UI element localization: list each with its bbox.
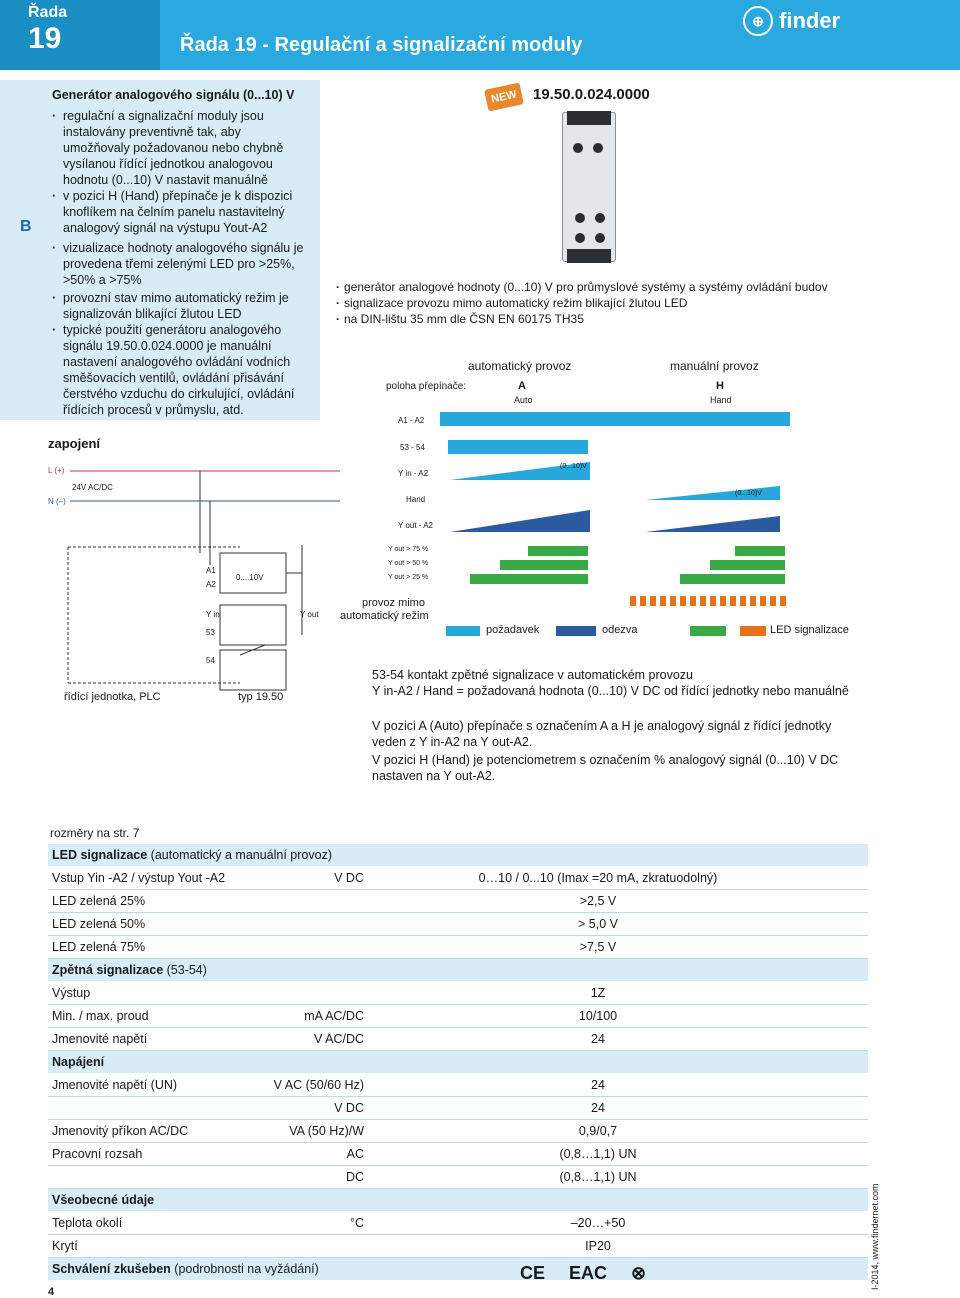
spec-unit: V DC bbox=[334, 1101, 364, 1115]
eac-mark-icon: EAC bbox=[569, 1262, 608, 1283]
switch-position-label: poloha přepínače: bbox=[386, 381, 467, 392]
row-label: Y out > 75 % bbox=[388, 546, 429, 553]
spec-label: Krytí bbox=[52, 1239, 78, 1253]
spec-value: >7,5 V bbox=[579, 940, 617, 954]
din-rail-clip bbox=[567, 249, 611, 263]
feature-item: · na DIN-lištu 35 mm dle ČSN EN 60175 TH35 bbox=[336, 311, 584, 327]
row-label: A1 - A2 bbox=[398, 416, 425, 425]
legend-led: LED signalizace bbox=[770, 624, 849, 636]
spec-value: 0,9/0,7 bbox=[578, 1124, 618, 1138]
intro-bullet: · typické použití generátoru analogového signálu 19.50.0.024.0000 je manuální nastavení analogového ovládání vodních směšovacích ventilů, ovládání přisávání čerstvého vzduchu do cirkulující, ovládání řídících procesů v průmyslu, atd. bbox=[52, 322, 310, 418]
led-indicator bbox=[573, 143, 583, 153]
note: 53-54 kontakt zpětné signalizace v automatickém provozu bbox=[372, 668, 694, 682]
led-indicator bbox=[593, 143, 603, 153]
feature-item: · generátor analogové hodnoty (0...10) V pro průmyslové systémy a systémy ovládání budov bbox=[336, 279, 828, 295]
supply-label: 24V AC/DC bbox=[72, 483, 113, 492]
spec-row bbox=[48, 982, 868, 1004]
off-auto-label-1: provoz mimo bbox=[362, 597, 425, 609]
terminal-53: 53 bbox=[206, 628, 215, 637]
spec-unit: AC bbox=[346, 1147, 364, 1161]
spec-unit: DC bbox=[345, 1170, 364, 1184]
spec-label: Teplota okolí bbox=[52, 1216, 123, 1230]
switch-pos-a: A bbox=[518, 380, 526, 392]
note: Y in-A2 / Hand = požadovaná hodnota (0...10) V DC od řídící jednotky nebo manuálně bbox=[372, 684, 849, 698]
intro-bullet: · provozní stav mimo automatický režim je signalizován blikající žlutou LED bbox=[52, 290, 310, 322]
spec-label: Všeobecné údaje bbox=[52, 1193, 155, 1207]
wiring-title: zapojení bbox=[48, 436, 101, 451]
spec-value: > 5,0 V bbox=[578, 917, 618, 931]
spec-value: –20…+50 bbox=[570, 1216, 626, 1230]
ce-mark-icon: CE bbox=[520, 1262, 546, 1283]
row-label: Y out > 25 % bbox=[388, 574, 429, 581]
terminal-a1: A1 bbox=[206, 566, 216, 575]
product-image bbox=[562, 112, 616, 262]
series-label: Řada bbox=[28, 4, 68, 21]
screw-terminal-icon bbox=[575, 233, 585, 243]
screw-terminal-icon bbox=[595, 233, 605, 243]
intro-bullet: · regulační a signalizační moduly jsou instalovány preventivně tak, aby umožňovaly požadovanou nebo chybně vysílanou řídící jednotkou analogovou hodnotu (0...10) V nastavit manuálně bbox=[52, 108, 310, 188]
intro-bullet: · v pozici H (Hand) přepínače je k dispozici knoflíkem na čelním panelu nastavitelný analogový signál na výstupu Yout-A2 bbox=[52, 188, 310, 236]
screw-terminal-icon bbox=[595, 213, 605, 223]
wiring-diagram bbox=[40, 455, 340, 710]
spec-unit: °C bbox=[349, 1216, 364, 1230]
spec-row bbox=[48, 913, 868, 935]
section-band bbox=[0, 80, 38, 420]
spec-label: LED zelená 50% bbox=[52, 917, 146, 931]
row-label: 53 - 54 bbox=[400, 443, 425, 452]
spec-label: Pracovní rozsah bbox=[52, 1147, 143, 1161]
page-title: Řada 19 - Regulační a signalizační moduly bbox=[180, 34, 583, 56]
spec-label: Jmenovité napětí bbox=[52, 1032, 148, 1046]
legend-response-swatch bbox=[556, 626, 596, 636]
spec-row bbox=[48, 1143, 868, 1165]
off-auto-label-2: automatický režim bbox=[340, 610, 429, 622]
intro-bullet: · vizualizace hodnoty analogového signálu je provedena třemi zelenými LED pro >25%, >50% a >75% bbox=[52, 240, 310, 288]
spec-row bbox=[48, 936, 868, 958]
terminal-54: 54 bbox=[206, 656, 215, 665]
spec-value: 24 bbox=[591, 1078, 605, 1092]
dimensions-ref: rozměry na str. 7 bbox=[50, 826, 140, 840]
brand-name: finder bbox=[779, 8, 841, 33]
row-label: Y out > 50 % bbox=[388, 560, 429, 567]
spec-label: Vstup Yin -A2 / výstup Yout -A2 bbox=[52, 871, 226, 885]
row-label: Y out - A2 bbox=[398, 521, 433, 530]
spec-row bbox=[48, 1120, 868, 1142]
note: V pozici A (Auto) přepínače s označením A a H je analogový signál z řídící jednotky veden z Y in-A2 na Y out-A2. bbox=[372, 719, 832, 749]
product-code: 19.50.0.024.0000 bbox=[533, 86, 650, 103]
spec-unit: V AC (50/60 Hz) bbox=[273, 1078, 364, 1092]
din-rail-clip bbox=[567, 111, 611, 125]
pct-mark-icon: ⊗ bbox=[631, 1262, 647, 1283]
spec-value: 10/100 bbox=[578, 1009, 618, 1023]
spec-row bbox=[48, 1258, 868, 1280]
legend-response: odezva bbox=[602, 624, 638, 636]
spec-label: Jmenovitý příkon AC/DC bbox=[52, 1124, 189, 1138]
spec-row bbox=[48, 1074, 868, 1096]
spec-label: Min. / max. proud bbox=[52, 1009, 149, 1023]
spec-label: Schválení zkušeben (podrobnosti na vyžádání) bbox=[52, 1262, 319, 1276]
switch-pos-h-sub: Hand bbox=[710, 395, 732, 405]
section-letter: B bbox=[20, 218, 32, 235]
spec-unit: mA AC/DC bbox=[304, 1009, 364, 1023]
spec-value: 0…10 / 0...10 (Imax =20 mA, zkratuodolný) bbox=[478, 871, 718, 885]
legend-request: požadavek bbox=[486, 624, 540, 636]
finder-logo-icon: ⊕ bbox=[743, 6, 773, 36]
timing-diagram bbox=[440, 410, 860, 640]
spec-row bbox=[48, 890, 868, 912]
spec-unit: VA (50 Hz)/W bbox=[289, 1124, 364, 1138]
spec-row bbox=[48, 959, 868, 981]
range-label-auto: (0...10)V bbox=[560, 463, 587, 470]
spec-row bbox=[48, 1005, 868, 1027]
row-label: Hand bbox=[406, 495, 426, 504]
terminal-yin: Y in bbox=[206, 610, 220, 619]
certifications bbox=[520, 1262, 646, 1284]
spec-unit: V DC bbox=[334, 871, 364, 885]
note: V pozici H (Hand) je potenciometrem s označením % analogový signál (0...10) V DC nastaven na Y out-A2. bbox=[372, 753, 839, 783]
spec-label: Zpětná signalizace (53-54) bbox=[52, 963, 207, 977]
legend-led-blink-swatch bbox=[740, 626, 766, 636]
edition-text: I-2014, www.findernet.com bbox=[870, 1183, 880, 1290]
spec-value: >2,5 V bbox=[579, 894, 617, 908]
device-type-label: typ 19.50 bbox=[238, 691, 284, 703]
spec-label: Výstup bbox=[52, 986, 91, 1000]
spec-value: 24 bbox=[591, 1032, 605, 1046]
spec-value: (0,8…1,1) UN bbox=[559, 1170, 637, 1184]
switch-pos-h: H bbox=[716, 380, 724, 392]
spec-label: LED zelená 75% bbox=[52, 940, 146, 954]
spec-label: LED signalizace (automatický a manuální provoz) bbox=[52, 848, 332, 862]
l-label: L (+) bbox=[48, 466, 65, 475]
range-label-hand: (0...10)V bbox=[735, 490, 762, 497]
spec-row bbox=[48, 1097, 868, 1119]
terminal-a2: A2 bbox=[206, 580, 216, 589]
spec-row bbox=[48, 1212, 868, 1234]
spec-value: (0,8…1,1) UN bbox=[559, 1147, 637, 1161]
spec-unit: V AC/DC bbox=[313, 1032, 364, 1046]
spec-label: Napájení bbox=[52, 1055, 105, 1069]
plc-label: řídící jednotka, PLC bbox=[64, 691, 161, 703]
switch-pos-a-sub: Auto bbox=[514, 395, 533, 405]
legend-request-swatch bbox=[446, 626, 480, 636]
spec-value: 24 bbox=[591, 1101, 605, 1115]
spec-row bbox=[48, 844, 868, 866]
brand-logo bbox=[743, 6, 840, 36]
intro-title: Generátor analogového signálu (0...10) V bbox=[52, 88, 295, 102]
spec-value: 1Z bbox=[590, 986, 606, 1000]
spec-row bbox=[48, 1051, 868, 1073]
row-label: Y in - A2 bbox=[398, 469, 429, 478]
legend-led-swatch bbox=[690, 626, 726, 636]
new-badge: NEW bbox=[484, 82, 524, 111]
spec-row bbox=[48, 867, 868, 889]
n-label: N (–) bbox=[48, 497, 66, 506]
spec-row bbox=[48, 1235, 868, 1257]
spec-row bbox=[48, 1166, 868, 1188]
manual-mode-header: manuální provoz bbox=[670, 359, 759, 373]
series-number: 19 bbox=[28, 22, 62, 55]
spec-row bbox=[48, 1189, 868, 1211]
terminal-yout: Y out bbox=[300, 610, 319, 619]
range-label: 0....10V bbox=[236, 573, 264, 582]
feature-item: · signalizace provozu mimo automatický režim blikající žlutou LED bbox=[336, 295, 687, 311]
spec-value: IP20 bbox=[585, 1239, 611, 1253]
spec-row bbox=[48, 1028, 868, 1050]
spec-label: Jmenovité napětí (UN) bbox=[52, 1078, 178, 1092]
series-block bbox=[0, 0, 160, 70]
screw-terminal-icon bbox=[575, 213, 585, 223]
spec-label: LED zelená 25% bbox=[52, 894, 146, 908]
page-number: 4 bbox=[48, 1286, 55, 1298]
auto-mode-header: automatický provoz bbox=[468, 359, 572, 373]
